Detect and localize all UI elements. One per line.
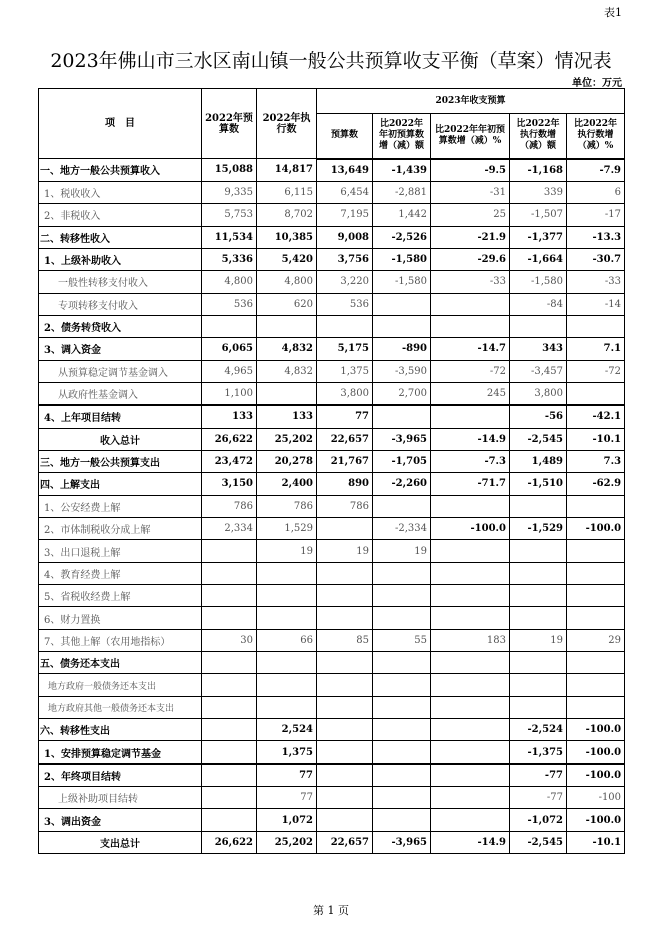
row-value: -1,072 xyxy=(510,809,567,831)
row-value: 890 xyxy=(317,473,373,495)
row-label: 1、安排预算稳定调节基金 xyxy=(39,741,202,764)
row-value: 85 xyxy=(317,629,373,651)
row-value: 1,529 xyxy=(257,518,317,540)
row-value: -14 xyxy=(567,293,625,315)
row-label: 五、债务还本支出 xyxy=(39,652,202,674)
row-value: 10,385 xyxy=(257,226,317,248)
row-value: -17 xyxy=(567,204,625,226)
row-value: 786 xyxy=(317,495,373,517)
row-value: 19 xyxy=(373,540,431,562)
row-value xyxy=(567,540,625,562)
table-row xyxy=(39,382,625,405)
row-value xyxy=(317,719,373,741)
table-row xyxy=(39,585,625,607)
row-value: -21.9 xyxy=(431,226,510,248)
row-value xyxy=(431,696,510,718)
row-value xyxy=(317,741,373,764)
row-value xyxy=(510,540,567,562)
row-value: 4,965 xyxy=(202,360,257,382)
row-value: 1,375 xyxy=(257,741,317,764)
row-value: -100.0 xyxy=(567,764,625,787)
row-value: -30.7 xyxy=(567,248,625,270)
header-exec-2022: 2022年执行数 xyxy=(257,89,317,159)
row-value: 22,657 xyxy=(317,831,373,853)
row-value: -100.0 xyxy=(567,719,625,741)
row-value: -3,965 xyxy=(373,428,431,450)
row-value: -33 xyxy=(431,271,510,293)
row-value: -13.3 xyxy=(567,226,625,248)
row-label: 1、税收收入 xyxy=(39,181,202,203)
header-vs-budget-amt: 比2022年年初预算数增（减）额 xyxy=(373,114,431,159)
row-value: 6,454 xyxy=(317,181,373,203)
row-value: 9,335 xyxy=(202,181,257,203)
row-value xyxy=(567,652,625,674)
table-row xyxy=(39,674,625,696)
row-label: 4、上年项目结转 xyxy=(39,405,202,428)
row-value: -84 xyxy=(510,293,567,315)
row-value: 1,100 xyxy=(202,382,257,405)
row-value: 5,420 xyxy=(257,248,317,270)
row-value: -2,260 xyxy=(373,473,431,495)
row-label: 二、转移性收入 xyxy=(39,226,202,248)
row-value: 786 xyxy=(202,495,257,517)
row-value xyxy=(202,315,257,337)
row-label: 支出总计 xyxy=(39,831,202,853)
row-value xyxy=(510,562,567,584)
row-label: 六、转移性支出 xyxy=(39,719,202,741)
row-value xyxy=(202,652,257,674)
row-value: 6,065 xyxy=(202,338,257,360)
row-value: 77 xyxy=(317,405,373,428)
row-label: 1、上级补助收入 xyxy=(39,248,202,270)
row-value: 5,753 xyxy=(202,204,257,226)
row-value: -3,965 xyxy=(373,831,431,853)
row-value xyxy=(317,674,373,696)
row-value: -56 xyxy=(510,405,567,428)
row-label: 3、调入资金 xyxy=(39,338,202,360)
row-value: -2,524 xyxy=(510,719,567,741)
row-value: 1,072 xyxy=(257,809,317,831)
row-value: -33 xyxy=(567,271,625,293)
table-row xyxy=(39,607,625,629)
row-value: -1,580 xyxy=(373,271,431,293)
unit-label: 单位：万元 xyxy=(572,78,622,89)
row-value: -77 xyxy=(510,787,567,809)
row-value xyxy=(373,696,431,718)
row-value: -1,375 xyxy=(510,741,567,764)
row-value xyxy=(510,607,567,629)
row-value xyxy=(431,652,510,674)
row-value: -100.0 xyxy=(567,741,625,764)
row-value: -1,377 xyxy=(510,226,567,248)
table-row xyxy=(39,450,625,472)
table-row xyxy=(39,540,625,562)
row-value xyxy=(257,315,317,337)
row-value xyxy=(431,315,510,337)
row-value xyxy=(373,315,431,337)
table-row xyxy=(39,518,625,540)
row-value: 6,115 xyxy=(257,181,317,203)
row-value: 22,657 xyxy=(317,428,373,450)
row-value: -72 xyxy=(431,360,510,382)
row-label: 四、上解支出 xyxy=(39,473,202,495)
row-value: 7.1 xyxy=(567,338,625,360)
row-label: 2、非税收入 xyxy=(39,204,202,226)
row-value xyxy=(510,315,567,337)
row-value xyxy=(510,674,567,696)
row-value: 77 xyxy=(257,787,317,809)
row-label: 地方政府一般债务还本支出 xyxy=(39,674,202,696)
row-value xyxy=(373,674,431,696)
row-value xyxy=(202,719,257,741)
table-row xyxy=(39,159,625,182)
table-row xyxy=(39,719,625,741)
row-value xyxy=(510,652,567,674)
row-value: 339 xyxy=(510,181,567,203)
table-row xyxy=(39,696,625,718)
row-value: -3,457 xyxy=(510,360,567,382)
row-value xyxy=(510,585,567,607)
row-value: -14.9 xyxy=(431,831,510,853)
table-row xyxy=(39,181,625,203)
row-value xyxy=(373,585,431,607)
row-value: 245 xyxy=(431,382,510,405)
row-value: -72 xyxy=(567,360,625,382)
row-value xyxy=(431,809,510,831)
row-value: 25,202 xyxy=(257,428,317,450)
row-value: 55 xyxy=(373,629,431,651)
row-value: -100.0 xyxy=(567,518,625,540)
row-value xyxy=(431,293,510,315)
row-value: -890 xyxy=(373,338,431,360)
row-value: 19 xyxy=(317,540,373,562)
row-value xyxy=(317,518,373,540)
row-value: 19 xyxy=(510,629,567,651)
row-value: -1,168 xyxy=(510,159,567,182)
row-value xyxy=(373,405,431,428)
row-value: 23,472 xyxy=(202,450,257,472)
row-value: -2,526 xyxy=(373,226,431,248)
row-value: 2,400 xyxy=(257,473,317,495)
row-value xyxy=(202,562,257,584)
table-row xyxy=(39,405,625,428)
row-value: 1,375 xyxy=(317,360,373,382)
row-value xyxy=(202,787,257,809)
row-value: 29 xyxy=(567,629,625,651)
row-value: 133 xyxy=(202,405,257,428)
row-value xyxy=(510,696,567,718)
row-value: -62.9 xyxy=(567,473,625,495)
row-value: -1,580 xyxy=(510,271,567,293)
row-label: 3、调出资金 xyxy=(39,809,202,831)
row-value xyxy=(257,382,317,405)
row-value: 26,622 xyxy=(202,831,257,853)
row-value xyxy=(431,674,510,696)
row-value: -100.0 xyxy=(567,809,625,831)
row-value: 2,334 xyxy=(202,518,257,540)
row-label: 一般性转移支付收入 xyxy=(39,271,202,293)
table-row xyxy=(39,293,625,315)
table-row xyxy=(39,809,625,831)
table-row xyxy=(39,495,625,517)
row-value: 30 xyxy=(202,629,257,651)
row-value xyxy=(202,540,257,562)
table-row xyxy=(39,473,625,495)
row-value: 7,195 xyxy=(317,204,373,226)
table-row xyxy=(39,226,625,248)
header-vs-exec-amt: 比2022年执行数增（减）额 xyxy=(510,114,567,159)
row-value xyxy=(202,674,257,696)
table-row xyxy=(39,248,625,270)
row-value xyxy=(257,674,317,696)
header-item: 项 目 xyxy=(39,89,202,159)
row-value: -42.1 xyxy=(567,405,625,428)
row-label: 上级补助项目结转 xyxy=(39,787,202,809)
row-value: 2,700 xyxy=(373,382,431,405)
row-value xyxy=(317,809,373,831)
row-value xyxy=(373,764,431,787)
row-value xyxy=(317,607,373,629)
row-value: 4,832 xyxy=(257,360,317,382)
row-value: -10.1 xyxy=(567,428,625,450)
row-value xyxy=(202,696,257,718)
table-row xyxy=(39,428,625,450)
row-value xyxy=(567,674,625,696)
row-value: -2,545 xyxy=(510,831,567,853)
row-value xyxy=(202,809,257,831)
row-value xyxy=(431,495,510,517)
row-value: 3,150 xyxy=(202,473,257,495)
row-value xyxy=(431,562,510,584)
row-label: 3、出口退税上解 xyxy=(39,540,202,562)
row-value xyxy=(257,607,317,629)
row-value: -71.7 xyxy=(431,473,510,495)
row-value: -14.9 xyxy=(431,428,510,450)
row-value xyxy=(431,585,510,607)
row-value: 26,622 xyxy=(202,428,257,450)
row-value: 3,800 xyxy=(317,382,373,405)
row-value: -1,510 xyxy=(510,473,567,495)
row-value: 4,832 xyxy=(257,338,317,360)
row-label: 一、地方一般公共预算收入 xyxy=(39,159,202,182)
row-value: 14,817 xyxy=(257,159,317,182)
row-value: 25,202 xyxy=(257,831,317,853)
row-value xyxy=(431,787,510,809)
row-value: -7.3 xyxy=(431,450,510,472)
row-value: 13,649 xyxy=(317,159,373,182)
table-row xyxy=(39,315,625,337)
row-label: 7、其他上解（农用地指标） xyxy=(39,629,202,651)
table-row xyxy=(39,629,625,651)
table-row xyxy=(39,652,625,674)
row-value: 20,278 xyxy=(257,450,317,472)
row-value xyxy=(317,696,373,718)
row-value xyxy=(431,540,510,562)
row-value xyxy=(317,787,373,809)
row-value: 620 xyxy=(257,293,317,315)
row-value xyxy=(431,741,510,764)
row-value xyxy=(202,741,257,764)
page-number: 第 1 页 xyxy=(313,904,349,917)
row-value: -100 xyxy=(567,787,625,809)
row-value: 2,524 xyxy=(257,719,317,741)
row-label: 5、省税收经费上解 xyxy=(39,585,202,607)
row-value: 3,220 xyxy=(317,271,373,293)
row-value: -1,580 xyxy=(373,248,431,270)
row-value xyxy=(257,652,317,674)
row-value xyxy=(373,607,431,629)
row-value xyxy=(317,315,373,337)
row-value xyxy=(567,607,625,629)
table-row xyxy=(39,741,625,764)
row-value: -2,545 xyxy=(510,428,567,450)
header-vs-budget-pct: 比2022年年初预算数增（减）% xyxy=(431,114,510,159)
table-row xyxy=(39,271,625,293)
row-value xyxy=(373,562,431,584)
row-label: 1、公安经费上解 xyxy=(39,495,202,517)
row-label: 从预算稳定调节基金调入 xyxy=(39,360,202,382)
row-value: 1,442 xyxy=(373,204,431,226)
row-value: 536 xyxy=(202,293,257,315)
row-value xyxy=(373,293,431,315)
row-value: 8,702 xyxy=(257,204,317,226)
row-value: -1,664 xyxy=(510,248,567,270)
row-value xyxy=(202,607,257,629)
row-value xyxy=(567,315,625,337)
row-value: 77 xyxy=(257,764,317,787)
row-value: -14.7 xyxy=(431,338,510,360)
row-label: 地方政府其他一般债务还本支出 xyxy=(39,696,202,718)
row-label: 6、财力置换 xyxy=(39,607,202,629)
row-value: 19 xyxy=(257,540,317,562)
row-value: 9,008 xyxy=(317,226,373,248)
row-value xyxy=(373,741,431,764)
row-value: 3,800 xyxy=(510,382,567,405)
row-value: 11,534 xyxy=(202,226,257,248)
table-row xyxy=(39,338,625,360)
row-value: -1,507 xyxy=(510,204,567,226)
row-label: 2、年终项目结转 xyxy=(39,764,202,787)
row-value: 4,800 xyxy=(202,271,257,293)
row-value: -7.9 xyxy=(567,159,625,182)
row-value xyxy=(567,495,625,517)
row-value xyxy=(373,652,431,674)
row-value: 66 xyxy=(257,629,317,651)
row-value xyxy=(567,382,625,405)
table-row xyxy=(39,204,625,226)
row-value xyxy=(257,696,317,718)
header-vs-exec-pct: 比2022年执行数增（减）% xyxy=(567,114,625,159)
row-value: 1,489 xyxy=(510,450,567,472)
row-value: -1,529 xyxy=(510,518,567,540)
row-value: 536 xyxy=(317,293,373,315)
row-value: 6 xyxy=(567,181,625,203)
row-value: 5,336 xyxy=(202,248,257,270)
table-row xyxy=(39,764,625,787)
header-2023-group: 2023年收支预算 xyxy=(317,89,625,114)
header-budget-2022: 2022年预算数 xyxy=(202,89,257,159)
row-label: 专项转移支付收入 xyxy=(39,293,202,315)
row-value: -3,590 xyxy=(373,360,431,382)
row-value: -1,705 xyxy=(373,450,431,472)
row-value xyxy=(373,787,431,809)
row-value xyxy=(567,696,625,718)
row-value: 183 xyxy=(431,629,510,651)
row-value: -77 xyxy=(510,764,567,787)
row-value xyxy=(317,652,373,674)
row-value: -9.5 xyxy=(431,159,510,182)
row-label: 三、地方一般公共预算支出 xyxy=(39,450,202,472)
row-value: -2,881 xyxy=(373,181,431,203)
row-value xyxy=(317,585,373,607)
row-label: 4、教育经费上解 xyxy=(39,562,202,584)
row-value: -31 xyxy=(431,181,510,203)
row-label: 2、市体制税收分成上解 xyxy=(39,518,202,540)
budget-table xyxy=(38,88,625,854)
header-budget-2023: 预算数 xyxy=(317,114,373,159)
row-value: 786 xyxy=(257,495,317,517)
row-label: 从政府性基金调入 xyxy=(39,382,202,405)
table-row xyxy=(39,831,625,853)
row-value: 4,800 xyxy=(257,271,317,293)
row-value xyxy=(431,405,510,428)
page-title: 2023年佛山市三水区南山镇一般公共预算收支平衡（草案）情况表 xyxy=(50,50,612,72)
table-row xyxy=(39,562,625,584)
row-value xyxy=(257,562,317,584)
row-value xyxy=(431,607,510,629)
row-value xyxy=(317,764,373,787)
row-value xyxy=(373,719,431,741)
row-value: 15,088 xyxy=(202,159,257,182)
row-value xyxy=(373,809,431,831)
row-value: 5,175 xyxy=(317,338,373,360)
row-value xyxy=(373,495,431,517)
row-value: -10.1 xyxy=(567,831,625,853)
row-value: 25 xyxy=(431,204,510,226)
row-value: 21,767 xyxy=(317,450,373,472)
row-value xyxy=(510,495,567,517)
row-label: 收入总计 xyxy=(39,428,202,450)
row-value: 7.3 xyxy=(567,450,625,472)
row-value: -2,334 xyxy=(373,518,431,540)
row-value: -29.6 xyxy=(431,248,510,270)
row-value: 3,756 xyxy=(317,248,373,270)
row-value: -1,439 xyxy=(373,159,431,182)
row-value xyxy=(317,562,373,584)
row-value: -100.0 xyxy=(431,518,510,540)
row-value xyxy=(257,585,317,607)
table-row xyxy=(39,360,625,382)
row-value: 133 xyxy=(257,405,317,428)
row-label: 2、债务转贷收入 xyxy=(39,315,202,337)
table-row xyxy=(39,787,625,809)
row-value xyxy=(202,585,257,607)
row-value: 343 xyxy=(510,338,567,360)
row-value xyxy=(202,764,257,787)
table-tag: 表1 xyxy=(604,6,622,19)
row-value xyxy=(567,585,625,607)
row-value xyxy=(567,562,625,584)
row-value xyxy=(431,719,510,741)
row-value xyxy=(431,764,510,787)
